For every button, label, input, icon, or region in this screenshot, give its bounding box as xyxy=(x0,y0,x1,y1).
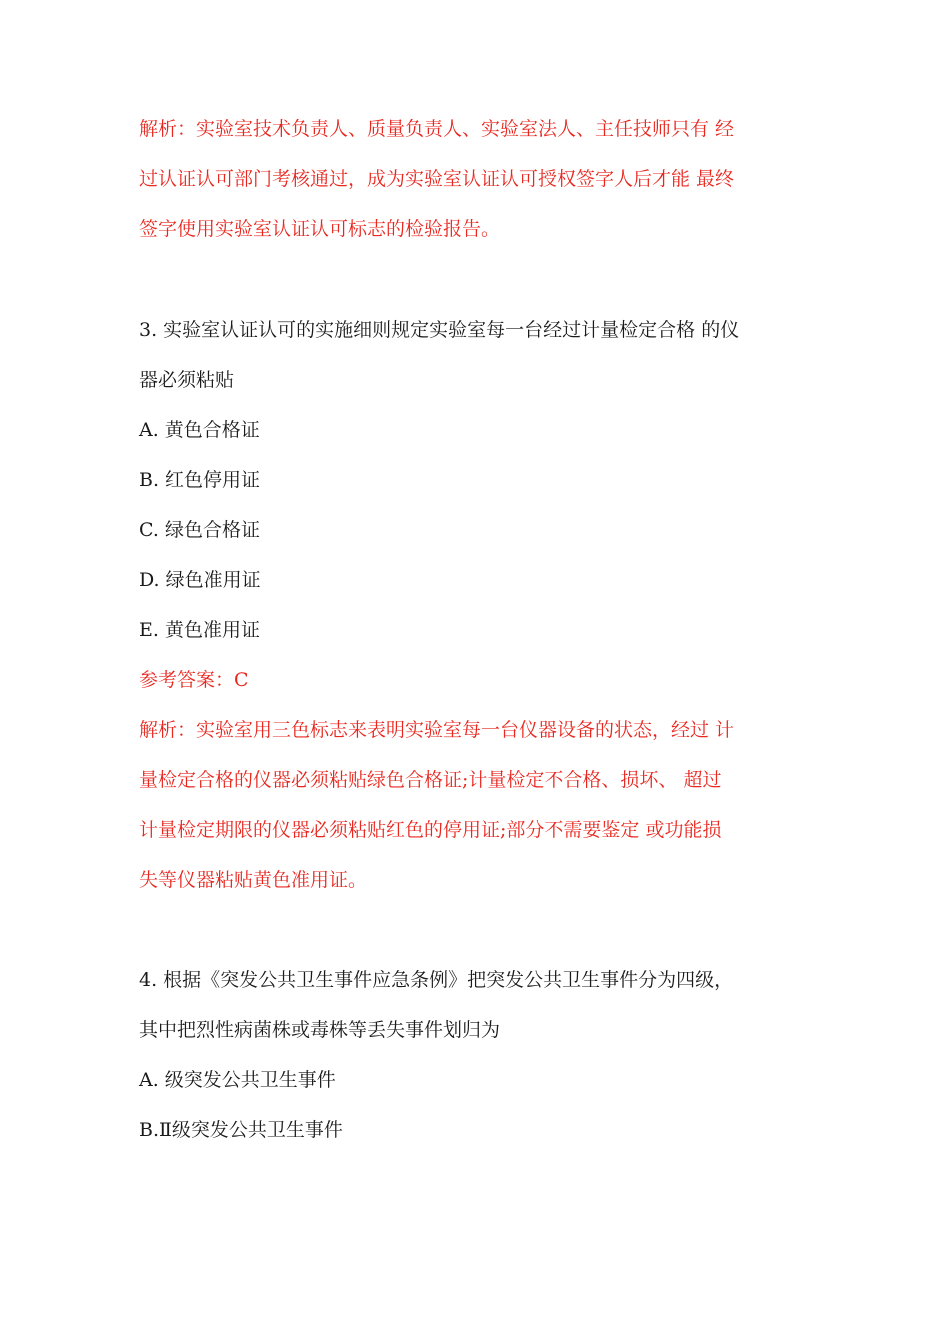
analysis-line: 签字使用实验室认证认可标志的检验报告。 xyxy=(139,218,501,240)
question-stem-line: 4. 根据《突发公共卫生事件应急条例》把突发公共卫生事件分为四级， xyxy=(139,969,734,991)
option-c: C. 绿色合格证 xyxy=(139,519,260,541)
option-e: E. 黄色准用证 xyxy=(139,619,260,641)
option-a: A. 级突发公共卫生事件 xyxy=(139,1069,336,1091)
option-d: D. 绿色准用证 xyxy=(139,569,261,591)
question-stem-line: 3. 实验室认证认可的实施细则规定实验室每一台经过计量检定合格 的仪 xyxy=(139,319,740,341)
analysis-line: 量检定合格的仪器必须粘贴绿色合格证;计量检定不合格、损坏、 超过 xyxy=(139,769,722,791)
reference-answer: 参考答案：C xyxy=(139,669,249,691)
option-a: A. 黄色合格证 xyxy=(139,419,260,441)
option-b: B.Ⅱ级突发公共卫生事件 xyxy=(139,1119,343,1141)
question-stem-line: 其中把烈性病菌株或毒株等丢失事件划归为 xyxy=(139,1019,501,1041)
analysis-line: 过认证认可部门考核通过，成为实验室认证认可授权签字人后才能 最终 xyxy=(139,168,735,190)
question-stem-line: 器必须粘贴 xyxy=(139,369,235,391)
option-b: B. 红色停用证 xyxy=(139,469,261,491)
analysis-line: 解析：实验室技术负责人、质量负责人、实验室法人、主任技师只有 经 xyxy=(139,118,735,140)
analysis-line: 解析：实验室用三色标志来表明实验室每一台仪器设备的状态，经过 计 xyxy=(139,719,735,741)
analysis-line: 失等仪器粘贴黄色准用证。 xyxy=(139,869,368,891)
analysis-line: 计量检定期限的仪器必须粘贴红色的停用证;部分不需要鉴定 或功能损 xyxy=(139,819,722,841)
